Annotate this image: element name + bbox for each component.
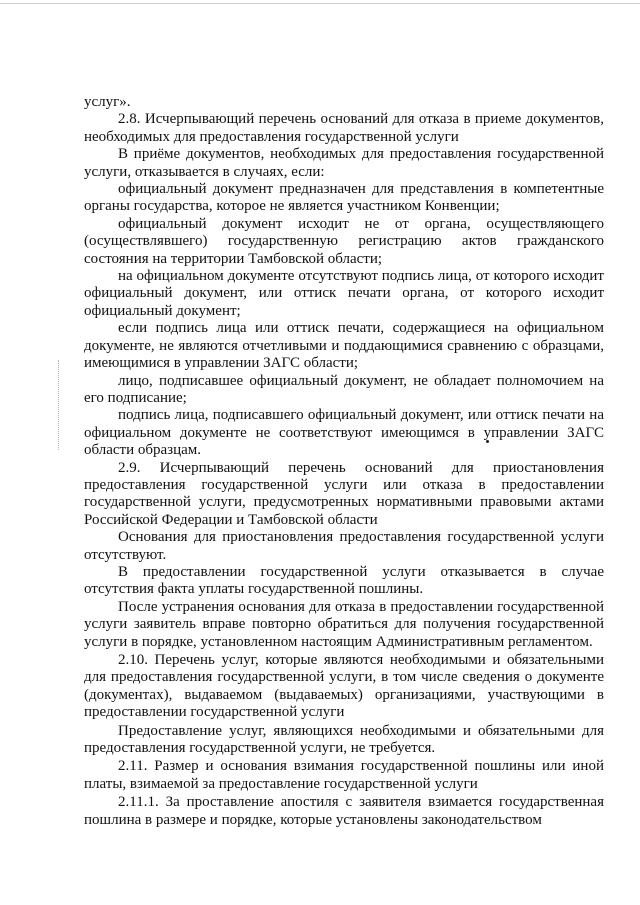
- list-item: официальный документ исходит не от органа, осуществляющего (осуществлявшего) государственную регистрацию актов гражданского состояния на территории Тамбовской области;: [84, 215, 604, 267]
- scan-top-edge: [0, 3, 640, 4]
- paragraph-continuation: услуг».: [84, 94, 131, 110]
- scan-margin-artifact: [58, 360, 61, 450]
- section-2-10-heading: 2.10. Перечень услуг, которые являются необходимыми и обязательными для предоставления государственной услуги, в том числе сведения о документе (документах), выдаваемом (выдаваемых) организациями, участвующими в предоставлении государственной услуги: [84, 652, 604, 721]
- list-item: лицо, подписавшее официальный документ, не обладает полномочием на его подписание;: [84, 372, 604, 406]
- paragraph: Основания для приостановления предоставления государственной услуги отсутствуют.: [84, 529, 604, 563]
- list-item: официальный документ предназначен для представления в компетентные органы государства, которое не является участником Конвенции;: [84, 181, 604, 215]
- paragraph: После устранения основания для отказа в предоставлении государственной услуги заявитель вправе повторно обратиться для получения государственной услуги в порядке, установленном настоящим Административным регламентом.: [84, 598, 604, 650]
- section-2-11-heading: 2.11. Размер и основания взимания государственной пошлины или иной платы, взимаемой за предоставление государственной услуги: [84, 758, 604, 792]
- list-item: подпись лица, подписавшего официальный документ, или оттиск печати на официальном документе не соответствуют имеющимся в управлении ЗАГС области образцам.: [84, 407, 604, 459]
- section-2-9-heading: 2.9. Исчерпывающий перечень оснований для приостановления предоставления государственной услуги или отказа в предоставлении государственной услуги, предусмотренных нормативными правовыми актами Российской Федерации и Тамбовской области: [84, 459, 604, 528]
- paragraph: В предоставлении государственной услуги отказывается в случае отсутствия факта уплаты государственной пошлины.: [84, 563, 604, 598]
- document-page: [84, 94, 604, 829]
- paragraph: Предоставление услуг, являющихся необходимыми и обязательными для предоставления государственной услуги, не требуется.: [84, 722, 604, 757]
- list-item: если подпись лица или оттиск печати, содержащиеся на официальном документе, не являются отчетливыми и поддающимися сравнению с образцами, имеющимися в управлении ЗАГС области;: [84, 320, 604, 372]
- section-2-11-1-paragraph: 2.11.1. За проставление апостиля с заявителя взимается государственная пошлина в размере и порядке, которые установлены законодательством: [84, 794, 604, 828]
- paragraph: В приёме документов, необходимых для предоставления государственной услуги, отказывается в случаях, если:: [84, 146, 604, 180]
- list-item: на официальном документе отсутствуют подпись лица, от которого исходит официальный документ, или оттиск печати органа, от которого исходит официальный документ;: [84, 268, 604, 319]
- section-2-8-heading: 2.8. Исчерпывающий перечень оснований для отказа в приеме документов, необходимых для предоставления государственной услуги: [84, 111, 604, 145]
